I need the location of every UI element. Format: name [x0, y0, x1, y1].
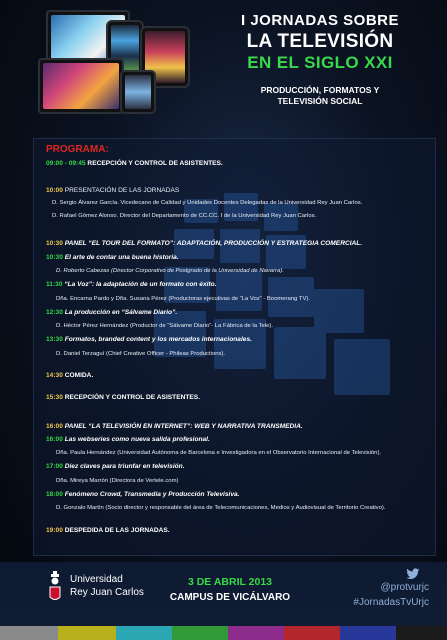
- program-text: DESPEDIDA DE LAS JORNADAS.: [62, 527, 170, 534]
- program-time: 10:30: [46, 240, 63, 247]
- event-hashtag: #JornadasTvUrjc: [353, 597, 429, 608]
- program-text: “La Voz”: la adaptación de un formato con éxito.: [62, 281, 217, 288]
- program-time: 09:00 - 09:45: [46, 160, 86, 167]
- program-text: D. Héctor Pérez Hernández (Productor de “Sálvame Diario”- La Fábrica de la Tele).: [56, 323, 273, 329]
- program-text: COMIDA.: [62, 372, 94, 379]
- program-time: 18:00: [46, 491, 63, 498]
- program-row: [46, 187, 179, 195]
- program-text: Dña. Mireya Marrón (Directora de Vertele.com): [56, 478, 179, 484]
- program-text: PANEL “LA TELEVISIÓN EN INTERNET”: WEB Y NARRATIVA TRANSMEDIA.: [62, 423, 303, 430]
- program-text: Dña. Encarna Pardo y Dña. Susana Pérez (Productoras ejecutivas de “La Voz” - Boomerang TV).: [56, 296, 310, 302]
- footer: [0, 562, 447, 626]
- mobile-icon: [120, 70, 156, 114]
- color-bar: [0, 626, 447, 640]
- subtitle-line1: PRODUCCIÓN, FORMATOS Y: [260, 85, 380, 95]
- program-row: [56, 350, 225, 358]
- color-bar-segment: [396, 626, 447, 640]
- program-row: [46, 463, 185, 471]
- color-bar-segment: [0, 626, 58, 640]
- program-time: 19:00: [46, 527, 63, 534]
- program-text: D. Daniel Terzaguí (Chief Creative Officer - Phileas Productions).: [56, 351, 226, 357]
- program-row: [56, 322, 273, 330]
- color-bar-segment: [228, 626, 284, 640]
- program-text: Fenómeno Crowd, Transmedia y Producción Televisiva.: [62, 491, 240, 498]
- program-row: [46, 394, 200, 402]
- program-row: [46, 423, 303, 431]
- program-time: 16:00: [46, 436, 63, 443]
- program-text: RECEPCIÓN Y CONTROL DE ASISTENTES.: [62, 394, 201, 401]
- twitter-bird-icon: [406, 568, 420, 580]
- university-crest-icon: [48, 571, 62, 601]
- program-row: [56, 267, 284, 275]
- color-bar-segment: [58, 626, 116, 640]
- tablet-icon: [38, 58, 124, 114]
- event-date: 3 DE ABRIL 2013: [187, 576, 273, 588]
- program-row: [46, 281, 217, 289]
- program-text: D. Roberto Cabezas (Director Corporativo de Postgrado de la Universidad de Navarra).: [56, 268, 284, 274]
- program-time: 14:30: [46, 372, 63, 379]
- program-text: D. Sergio Álvarez García. Vicedecano de Calidad y Unidades Docentes Delegadas de la Universidad Rey Juan Carlos.: [52, 200, 363, 206]
- program-row: [46, 527, 170, 535]
- program-row: [56, 449, 381, 457]
- event-title: [200, 12, 440, 107]
- program-row: [46, 491, 240, 499]
- subtitle-line2: TELEVISIÓN SOCIAL: [277, 96, 363, 106]
- program-row: [52, 199, 362, 207]
- program-time: 16:00: [46, 423, 63, 430]
- program-row: [52, 212, 316, 220]
- twitter-handle: @protvurjc: [380, 582, 429, 593]
- title-line2: LA TELEVISIÓN: [246, 31, 394, 52]
- title-line1: I JORNADAS SOBRE: [240, 12, 400, 29]
- header: [0, 0, 447, 128]
- program-text: RECEPCIÓN Y CONTROL DE ASISTENTES.: [85, 160, 223, 167]
- program-row: [46, 254, 179, 262]
- program-text: La producción en “Sálvame Diario”.: [62, 309, 178, 316]
- color-bar-segment: [172, 626, 228, 640]
- program-text: PANEL “EL TOUR DEL FORMATO”: ADAPTACIÓN, PRODUCCIÓN Y ESTRATEGIA COMERCIAL.: [62, 240, 363, 247]
- program-row: [56, 504, 386, 512]
- program-row: [46, 372, 93, 380]
- program-time: 12:30: [46, 309, 63, 316]
- university-name-line1: Universidad: [70, 574, 123, 585]
- program-time: 10:30: [46, 254, 63, 261]
- program-heading: PROGRAMA:: [46, 144, 109, 155]
- program-text: Las webseries como nueva salida profesional.: [62, 436, 210, 443]
- university-name-line2: Rey Juan Carlos: [70, 587, 144, 598]
- program-time: 10:00: [46, 187, 63, 194]
- program-text: D. Rafael Gómez Alonso. Director del Departamento de CC.CC. I de la Universidad Rey Juan Carlos.: [52, 213, 317, 219]
- color-bar-segment: [340, 626, 396, 640]
- program-text: El arte de contar una buena historia.: [62, 254, 179, 261]
- program-time: 11:30: [46, 281, 63, 288]
- program-time: 13:30: [46, 336, 63, 343]
- program-row: [46, 240, 362, 248]
- program-row: [56, 295, 310, 303]
- program-row: [46, 309, 177, 317]
- event-location: CAMPUS DE VICÁLVARO: [169, 592, 291, 603]
- title-line3: EN EL SIGLO XXI: [247, 53, 393, 72]
- devices-illustration: [36, 6, 194, 118]
- program-text: D. Gonzalo Martín (Socio director y responsable del área de Telecomunicaciones, Medios y Audiovisual de Territorio Creativo).: [56, 505, 386, 511]
- program-row: [46, 160, 223, 168]
- program-time: 17:00: [46, 463, 63, 470]
- program-text: Diez claves para triunfar en televisión.: [62, 463, 185, 470]
- program-row: [56, 477, 178, 485]
- program-time: 15:30: [46, 394, 63, 401]
- program-row: [46, 436, 210, 444]
- program-row: [46, 336, 252, 344]
- color-bar-segment: [284, 626, 340, 640]
- program-text: Dña. Paula Hernández (Universidad Autónoma de Barcelona e Investigadora en el Observatorio Internacional de Televisión).: [56, 450, 382, 456]
- program-text: Formatos, branded content y los mercados internacionales.: [62, 336, 252, 343]
- program-text: PRESENTACIÓN DE LAS JORNADAS: [62, 187, 180, 194]
- color-bar-segment: [116, 626, 172, 640]
